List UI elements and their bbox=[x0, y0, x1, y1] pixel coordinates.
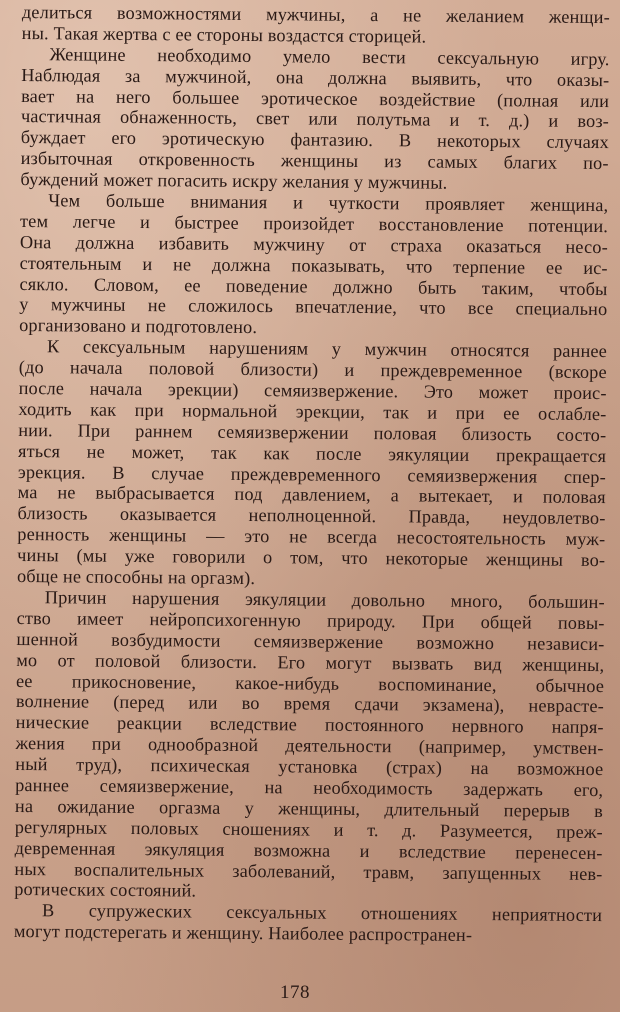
text-line: на ожидание оргазма у женщины, длительный перерыв в bbox=[14, 795, 604, 821]
text-line: тем легче и быстрее произойдет восстановление потенции. bbox=[20, 210, 609, 237]
text-line: нические реакции вследствие постоянного нервного напря- bbox=[15, 712, 604, 738]
text-line: (до начала половой близости) и преждевременное (вскоре bbox=[18, 357, 607, 383]
text-line: эрекция. В случае преждевременного семяизвержения спер- bbox=[17, 461, 606, 487]
text-line: Она должна избавить мужчину от страха оказаться несо- bbox=[19, 231, 608, 257]
text-line: буждает его эротическую фантазию. В некоторых случаях bbox=[20, 127, 609, 153]
text-line: после начала эрекции) семяизвержение. Это может проис- bbox=[18, 378, 607, 404]
text-line: вает на него большее эротическое воздействие (полная или bbox=[21, 85, 610, 111]
page-number: 178 bbox=[280, 982, 310, 1003]
paragraph bbox=[19, 190, 608, 341]
text-line: Причин нарушения эякуляции довольно много, большин- bbox=[44, 587, 605, 613]
text-line: ее прикосновение, какое-нибудь воспоминание, обычное bbox=[15, 670, 605, 696]
text-line: жения при однообразной деятельности (например, умствен- bbox=[15, 733, 604, 759]
paragraph bbox=[22, 2, 610, 49]
text-line: Наблюдая за мужчиной, она должна выявить, что оказы- bbox=[21, 64, 610, 90]
text-line: ходить как при нормальной эрекции, так и при ее ослабле- bbox=[18, 398, 607, 425]
text-line: ных воспалительных заболеваний, травм, запущенных нев- bbox=[14, 858, 603, 884]
paragraph bbox=[14, 587, 605, 905]
text-line: могут подстерегать и женщину. Наиболее распространен- bbox=[13, 921, 473, 946]
text-line: ма не выбрасывается под давлением, а вытекает, и половая bbox=[17, 482, 606, 508]
text-line: ство имеет нейропсихогенную природу. При общей повы- bbox=[16, 607, 605, 633]
text-line: В супружеских сексуальных отношениях неприятности bbox=[41, 900, 603, 926]
text-line: шенной возбудимости семяизвержение возможно независи- bbox=[16, 628, 605, 654]
text-line: регулярных половых сношениях и т. д. Разумеется, преж- bbox=[14, 816, 603, 842]
text-line: раннее семяизвержение, на необходимость задержать его, bbox=[15, 774, 604, 801]
text-line: организовано и подготовлено. bbox=[19, 315, 258, 338]
text-line: волнение (перед или во время сдачи экзамена), неврасте- bbox=[15, 691, 604, 717]
text-line: близость оказывается неполноценной. Правда, неудовлетво- bbox=[17, 503, 606, 529]
paragraph bbox=[20, 44, 609, 195]
text-line: ный труд), психическая установка (страх) на возможное bbox=[15, 754, 604, 780]
text-line: нии. При раннем семяизвержении половая близость состо- bbox=[18, 419, 607, 445]
text-line: обще не способны на оргазм). bbox=[16, 566, 256, 589]
text-line: стоятельным и не должна показывать, что терпение ее ис- bbox=[19, 252, 608, 278]
text-line: сякло. Словом, ее поведение должно быть таким, чтобы bbox=[19, 273, 608, 299]
page-body-text bbox=[14, 2, 610, 947]
text-line: избыточная откровенность женщины из самых благих по- bbox=[20, 148, 609, 174]
text-line: ренность женщины — это не всегда несостоятельность муж- bbox=[17, 524, 606, 550]
text-line: Женщине необходимо умело вести сексуальную игру. bbox=[49, 44, 610, 69]
text-line: яться не может, так как после эякуляции прекращается bbox=[17, 440, 607, 466]
text-line: у мужчины не сложилось впечатление, что все специально bbox=[19, 294, 608, 320]
text-line: чины (мы уже говорили о том, что некоторые женщины во- bbox=[17, 545, 606, 571]
text-line: буждений может погасить искру желания у мужчины. bbox=[20, 169, 448, 193]
text-line: ротических состояний. bbox=[14, 879, 197, 901]
paragraph bbox=[14, 900, 602, 947]
paragraph bbox=[17, 336, 607, 592]
text-line: частичная обнаженность, свет или полутьма и т. д.) и воз- bbox=[20, 106, 610, 132]
text-line: делиться возможностями мужчины, а не желанием женщи- bbox=[21, 2, 610, 28]
text-line: девременная эякуляция возможна и вследствие перенесен- bbox=[14, 837, 603, 863]
text-line: К сексуальным нарушениям у мужчин относятся раннее bbox=[46, 336, 608, 362]
text-line: ны. Такая жертва с ее стороны воздастся сторицей. bbox=[21, 22, 427, 47]
text-line: Чем больше внимания и чуткости проявляет женщина, bbox=[48, 190, 609, 216]
text-line: мо от половой близости. Его могут вызвать вид женщины, bbox=[16, 649, 605, 675]
